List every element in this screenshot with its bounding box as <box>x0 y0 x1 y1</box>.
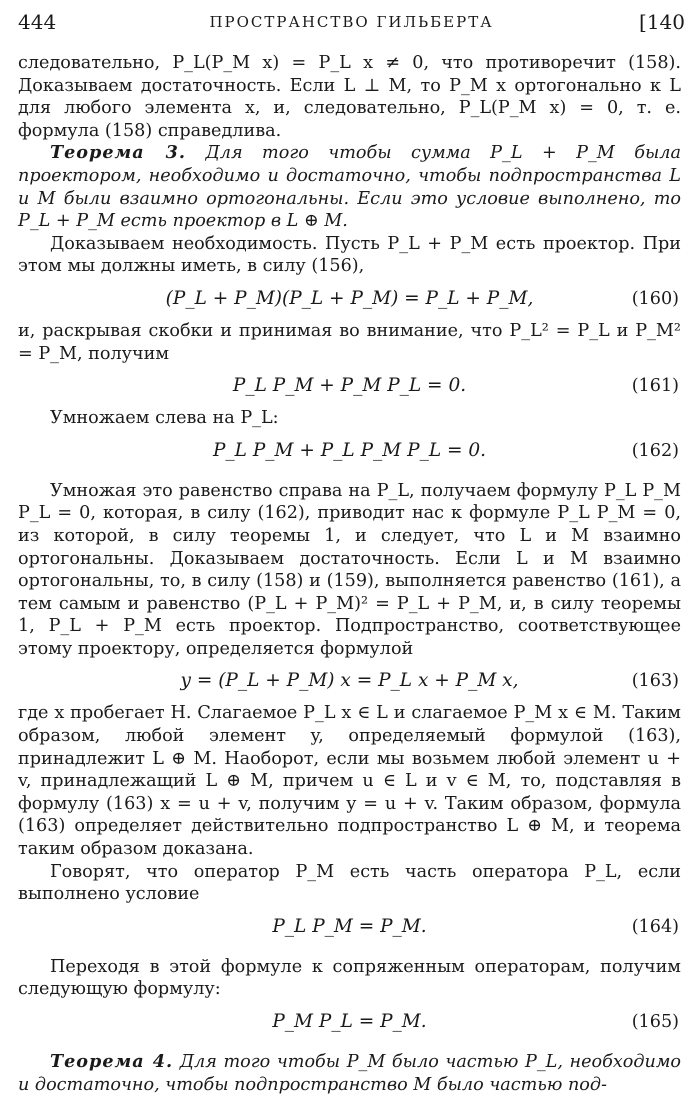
paragraph-8: Переходя в этой формуле к сопряженным операторам, получим следующую формулу: <box>18 956 681 1000</box>
paragraph-1: следовательно, P_L(P_M x) = P_L x ≠ 0, что противоречит (158). Доказываем достаточность. Если L ⊥ M, то P_M x ортогонально к L для любого элемента x, и, следовательно, P_L(P_M x) = 0, т. е. формула (158) справедлива. <box>18 53 681 141</box>
running-head: ПРОСТРАНСТВО ГИЛЬБЕРТА <box>209 13 494 31</box>
equation-164-formula: P_L P_M = P_M. <box>272 915 427 937</box>
equation-162 <box>18 430 681 472</box>
paragraph-5: Умножая это равенство справа на P_L, получаем формулу P_L P_M P_L = 0, которая, в силу (162), приводит нас к формуле P_L P_M = 0, из которой, в силу теоремы 1, и следует, что L и M взаимно ортогональны. Доказываем достаточность. Если L и M взаимно ортогональны, то, в силу (158) и (159), выполняется равенство (161), а тем самым и равенство (P_L + P_M)² = P_L + P_M, и, в силу теоремы 1, P_L + P_M есть проектор. Подпространство, соответствующее этому проектору, определяется формулой <box>18 480 681 659</box>
equation-162-formula: P_L P_M + P_L P_M P_L = 0. <box>212 439 487 461</box>
equation-160-number: (160) <box>631 288 679 309</box>
theorem-3 <box>18 142 681 232</box>
page-header <box>18 10 685 40</box>
equation-161 <box>18 365 681 407</box>
section-number: [140 <box>639 10 685 34</box>
theorem-3-heading: Теорема 3. <box>50 142 186 164</box>
page-body <box>18 52 681 1096</box>
equation-163-number: (163) <box>631 671 679 692</box>
theorem-4-heading: Теорема 4. <box>50 1051 174 1072</box>
theorem-4 <box>18 1051 681 1096</box>
paragraph-3: и, раскрывая скобки и принимая во внимание, что P_L² = P_L и P_M² = P_M, получим <box>18 320 681 364</box>
equation-164 <box>18 906 681 948</box>
paragraph-4: Умножаем слева на P_L: <box>50 408 279 429</box>
equation-163 <box>18 660 681 702</box>
equation-164-number: (164) <box>631 916 679 937</box>
equation-160-formula: (P_L + P_M)(P_L + P_M) = P_L + P_M, <box>165 287 534 309</box>
equation-161-number: (161) <box>631 376 679 397</box>
equation-165-formula: P_M P_L = P_M. <box>272 1011 427 1032</box>
paragraph-2: Доказываем необходимость. Пусть P_L + P_M есть проектор. При этом мы должны иметь, в силу (156), <box>18 233 681 277</box>
page-number: 444 <box>18 10 57 34</box>
equation-163-formula: y = (P_L + P_M) x = P_L x + P_M x, <box>180 670 519 692</box>
paragraph-7: Говорят, что оператор P_M есть часть оператора P_L, если выполнено условие <box>18 861 681 905</box>
equation-162-number: (162) <box>631 440 679 461</box>
theorem-3-statement: Для того чтобы сумма P_L + P_M была проектором, необходимо и достаточно, чтобы подпространства L и M были взаимно ортогональны. Если это условие выполнено, то P_L + P_M есть проектор в L ⊕ M. <box>18 143 681 232</box>
equation-165-number: (165) <box>631 1012 679 1032</box>
paragraph-6: где x пробегает H. Слагаемое P_L x ∈ L и слагаемое P_M x ∈ M. Таким образом, любой элемент y, определяемый формулой (163), принадлежит L ⊕ M. Наоборот, если мы возьмем любой элемент u + v, принадлежащий L ⊕ M, причем u ∈ L и v ∈ M, то, подставляя в формулу (163) x = u + v, получим y = u + v. Таким образом, формула (163) определяет действительно подпространство L ⊕ M, и теорема таким образом доказана. <box>18 703 681 860</box>
equation-160 <box>18 278 681 320</box>
equation-161-formula: P_L P_M + P_M P_L = 0. <box>232 375 467 397</box>
equation-165 <box>18 1001 681 1043</box>
theorem-4-statement: Для того чтобы P_M было частью P_L, необходимо и достаточно, чтобы подпространство M было частью под- <box>18 1052 682 1095</box>
